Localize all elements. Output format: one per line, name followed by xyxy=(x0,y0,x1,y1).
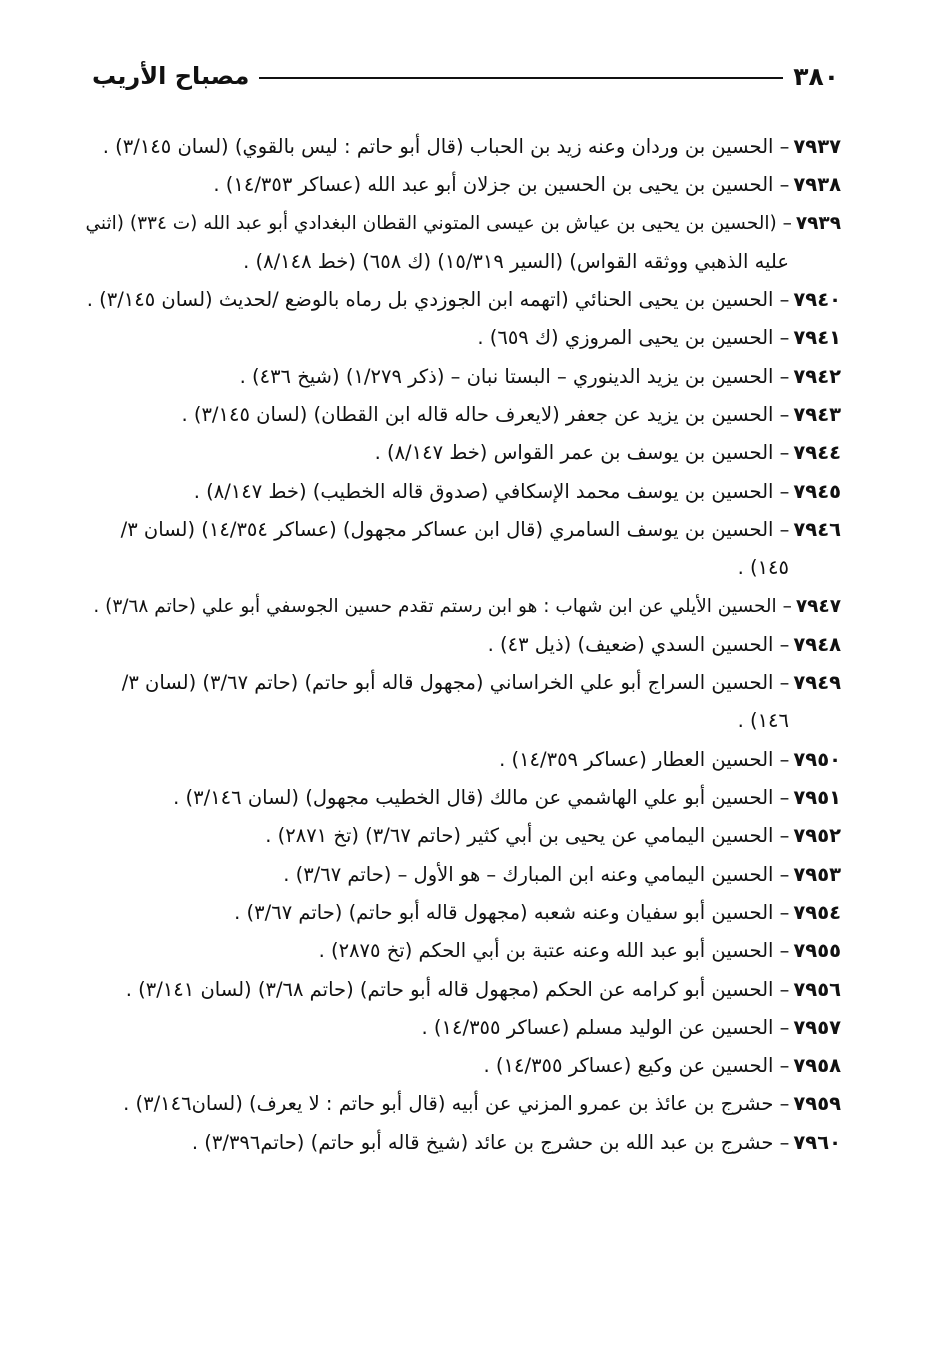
entry-text: – حشرج بن عبد الله بن حشرج بن عائد (شيخ قاله أبو حاتم) (حاتم٣/٣٩٦) . xyxy=(191,1130,790,1154)
entry-line xyxy=(81,166,841,204)
entry-number: ٧٩٤٨ xyxy=(793,632,841,656)
entry-number: ٧٩٣٩ xyxy=(795,212,841,234)
entry-text: – الحسين السراج أبو علي الخراساني (مجهول قاله أبو حاتم) (حاتم ٣/٦٧) (لسان ٣/ xyxy=(121,671,790,695)
entry-text: – (الحسين بن يحيى بن عياش بن عيسى المتوني القطان البغدادي أبو عبد الله (ت ٣٣٤) (اثني xyxy=(85,212,792,234)
entry-line xyxy=(81,894,841,932)
page-header xyxy=(92,58,839,94)
entry-line xyxy=(81,205,841,243)
entry-line xyxy=(81,932,841,970)
entry-line xyxy=(81,856,841,894)
entry-text: – الحسين اليمامي وعنه ابن المبارك – هو الأول – (حاتم ٣/٦٧) . xyxy=(283,862,790,886)
entry-text: – الحسين بن يوسف السامري (قال ابن عساكر مجهول) (عساكر ١٤/٣٥٤) (لسان ٣/ xyxy=(120,517,790,541)
entry-number: ٧٩٤٩ xyxy=(793,671,841,695)
entry-text: – الحسين بن يزيد الدينوري – البستا نبان – (ذكر ١/٢٧٩) (شيخ ٤٣٦) . xyxy=(239,364,790,388)
entry-number: ٧٩٥٨ xyxy=(793,1054,841,1078)
entry-line xyxy=(81,817,841,855)
entry-number: ٧٩٦٠ xyxy=(793,1130,841,1154)
entry-text: – الحسين العطار (عساكر ١٤/٣٥٩) . xyxy=(499,747,790,771)
entry-line xyxy=(81,779,841,817)
entry-number: ٧٩٤٠ xyxy=(793,288,841,312)
entry-text: – حشرج بن عائذ بن عمرو المزني عن أبيه (قال أبو حاتم : لا يعرف) (لسان٣/١٤٦) . xyxy=(123,1092,790,1116)
entry-line xyxy=(81,1009,841,1047)
entry-number: ٧٩٥٩ xyxy=(793,1092,841,1116)
entry-line xyxy=(81,1047,841,1085)
entry-line xyxy=(81,473,841,511)
entry-text: – الحسين أبو عبد الله وعنه عتبة بن أبي الحكم (تخ ٢٨٧٥) . xyxy=(318,939,790,963)
book-title: مصباح الأريب xyxy=(92,62,250,90)
entry-line xyxy=(81,664,841,702)
entry-text: – الحسين أبو سفيان وعنه شعبه (مجهول قاله أبو حاتم) (حاتم ٣/٦٧) . xyxy=(234,900,790,924)
entry-line xyxy=(81,128,841,166)
entry-text: – الحسين بن يحيى المروزي (ك ٦٥٩) . xyxy=(477,326,790,350)
entry-text: – الحسين عن الوليد مسلم (عساكر ١٤/٣٥٥) . xyxy=(421,1015,790,1039)
entry-line xyxy=(81,434,841,472)
entry-number: ٧٩٥٢ xyxy=(793,824,841,848)
entry-number: ٧٩٥٤ xyxy=(793,900,841,924)
entry-line xyxy=(81,1124,841,1162)
page-number: ٣٨٠ xyxy=(793,61,839,91)
entry-number: ٧٩٥٠ xyxy=(793,747,841,771)
entry-text: – الحسين بن يزيد عن جعفر (لايعرف حاله قاله ابن القطان) (لسان ٣/١٤٥) . xyxy=(181,403,790,427)
entry-number: ٧٩٥٧ xyxy=(793,1015,841,1039)
entry-line xyxy=(81,281,841,319)
entry-number: ٧٩٤٢ xyxy=(793,364,841,388)
entry-text: – الحسين السدي (ضعيف) (ذيل ٤٣) . xyxy=(487,632,790,656)
entry-text: – الحسين أبو علي الهاشمي عن مالك (قال الخطيب مجهول) (لسان ٣/١٤٦) . xyxy=(173,786,790,810)
entry-text: – الحسين بن يحيى بن الحسين بن جزلان أبو عبد الله (عساكر ١٤/٣٥٣) . xyxy=(213,173,790,197)
entry-line xyxy=(81,1085,841,1123)
entry-number: ٧٩٤١ xyxy=(793,326,841,350)
entry-text: – الحسين اليمامي عن يحيى بن أبي كثير (حاتم ٣/٦٧) (تخ ٢٨٧١) . xyxy=(265,824,790,848)
entry-continuation: عليه الذهبي ووثقه القواس) (السير ١٥/٣١٩) (ك ٦٥٨) (خط ٨/١٤٨) . xyxy=(243,249,789,273)
entry-number: ٧٩٥١ xyxy=(793,786,841,810)
entry-continuation: ١٤٥) . xyxy=(737,556,789,580)
entry-line xyxy=(81,511,841,549)
entry-number: ٧٩٤٤ xyxy=(793,441,841,465)
entry-line xyxy=(81,319,841,357)
header-rule xyxy=(259,77,783,79)
entry-list xyxy=(81,128,841,1162)
entry-line xyxy=(81,396,841,434)
entry-number: ٧٩٣٧ xyxy=(793,135,841,158)
entry-text: – الحسين بن يوسف محمد الإسكافي (صدوق قاله الخطيب) (خط ٨/١٤٧) . xyxy=(193,479,790,503)
entry-number: ٧٩٤٦ xyxy=(793,517,841,541)
entry-line xyxy=(81,588,841,626)
entry-text: – الحسين بن وردان وعنه زيد بن الحباب (قال أبو حاتم : ليس بالقوي) (لسان ٣/١٤٥) . xyxy=(102,135,790,158)
entry-line xyxy=(81,741,841,779)
entry-text: – الحسين الأيلي عن ابن شهاب : هو ابن رستم تقدم حسين الجوسفي أبو علي (حاتم ٣/٦٨) . xyxy=(93,595,792,617)
entry-number: ٧٩٣٨ xyxy=(793,173,841,197)
entry-text: – الحسين عن وكيع (عساكر ١٤/٣٥٥) . xyxy=(483,1054,790,1078)
entry-line xyxy=(81,358,841,396)
entry-continuation: ١٤٦) . xyxy=(737,709,789,733)
entry-text: – الحسين بن يوسف بن عمر القواس (خط ٨/١٤٧) . xyxy=(374,441,790,465)
entry-number: ٧٩٥٥ xyxy=(793,939,841,963)
entry-number: ٧٩٥٦ xyxy=(793,977,841,1001)
entry-text: – الحسين بن يحيى الحنائي (اتهمه ابن الجوزدي بل رماه بالوضع /لحديث (لسان ٣/١٤٥) . xyxy=(86,288,790,312)
entry-number: ٧٩٥٣ xyxy=(793,862,841,886)
entry-line xyxy=(81,626,841,664)
entry-number: ٧٩٤٥ xyxy=(793,479,841,503)
entry-line xyxy=(81,971,841,1009)
entry-text: – الحسين أبو كرامه عن الحكم (مجهول قاله أبو حاتم) (حاتم ٣/٦٨) (لسان ٣/١٤١) . xyxy=(125,977,790,1001)
entry-number: ٧٩٤٣ xyxy=(793,403,841,427)
entry-number: ٧٩٤٧ xyxy=(795,595,841,617)
